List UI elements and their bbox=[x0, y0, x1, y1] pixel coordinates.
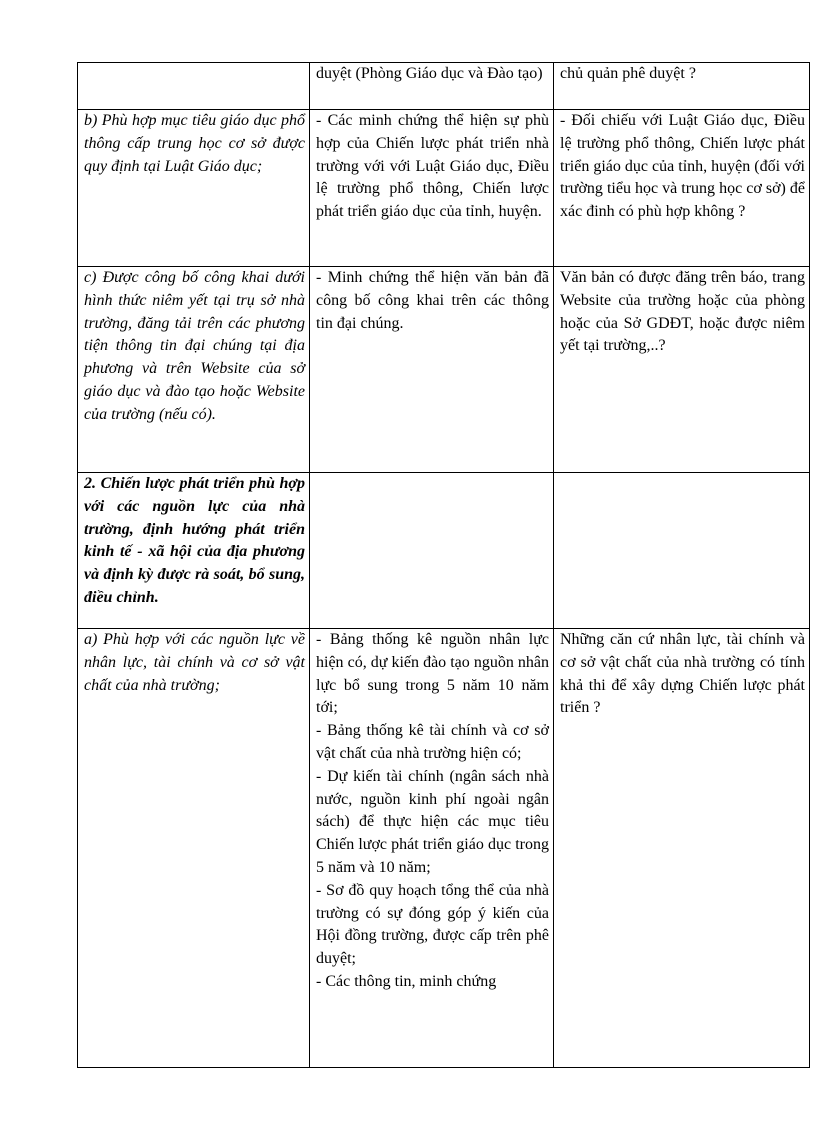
guidance-cell: Văn bản có được đăng trên báo, trang Website của trường hoặc của phòng hoặc của Sở GDĐT, hoặc được niêm yết tại trường,..? bbox=[554, 267, 810, 473]
evidence-item: - Dự kiến tài chính (ngân sách nhà nước, nguồn kinh phí ngoài ngân sách) để thực hiện các mục tiêu Chiến lược phát triển giáo dục trong 5 năm và 10 năm; bbox=[316, 767, 549, 876]
criterion-cell: c) Được công bố công khai dưới hình thức niêm yết tại trụ sở nhà trường, đăng tải trên các phương tiện thông tin đại chúng tại địa phương và trên Website của sở giáo dục và đào tạo hoặc Website của trường (nếu có). bbox=[78, 267, 310, 473]
evidence-item: - Các minh chứng thể hiện sự phù hợp của Chiến lược phát triển nhà trường với với Luật Giáo dục, Điều lệ trường phổ thông, Chiến lược phát triển giáo dục của tỉnh, huyện. bbox=[316, 112, 549, 221]
criterion-cell bbox=[78, 63, 310, 110]
evidence-item: - Bảng thống kê nguồn nhân lực hiện có, dự kiến đào tạo nguồn nhân lực bổ sung trong 5 năm 10 năm tới; bbox=[316, 631, 549, 717]
evidence-item: - Bảng thống kê tài chính và cơ sở vật chất của nhà trường hiện có; bbox=[316, 722, 549, 762]
evidence-cell bbox=[310, 267, 554, 473]
table-row bbox=[78, 473, 810, 629]
evidence-item: duyệt (Phòng Giáo dục và Đào tạo) bbox=[316, 65, 543, 82]
guidance-cell bbox=[554, 473, 810, 629]
evidence-cell bbox=[310, 110, 554, 267]
table-row bbox=[78, 110, 810, 267]
guidance-cell: chủ quản phê duyệt ? bbox=[554, 63, 810, 110]
evidence-item: - Sơ đồ quy hoạch tổng thể của nhà trường có sự đóng góp ý kiến của Hội đồng trường, được cấp trên phê duyệt; bbox=[316, 881, 549, 968]
guidance-cell: Những căn cứ nhân lực, tài chính và cơ sở vật chất của nhà trường có tính khả thi để xây dựng Chiến lược phát triển ? bbox=[554, 629, 810, 1068]
guidance-cell: - Đối chiếu với Luật Giáo dục, Điều lệ trường phổ thông, Chiến lược phát triển giáo dục của tỉnh, huyện (đối với trường tiểu học và trung học cơ sở) để xác đinh có phù hợp không ? bbox=[554, 110, 810, 267]
criterion-cell: a) Phù hợp với các nguồn lực về nhân lực, tài chính và cơ sở vật chất của nhà trường; bbox=[78, 629, 310, 1068]
evidence-item: - Các thông tin, minh chứng bbox=[316, 972, 497, 990]
evidence-cell bbox=[310, 63, 554, 110]
criterion-cell: b) Phù hợp mục tiêu giáo dục phổ thông cấp trung học cơ sở được quy định tại Luật Giáo dục; bbox=[78, 110, 310, 267]
evidence-item: - Minh chứng thể hiện văn bản đã công bố công khai trên các thông tin đại chúng. bbox=[316, 269, 549, 332]
table-row bbox=[78, 267, 810, 473]
table-row bbox=[78, 63, 810, 110]
evidence-cell bbox=[310, 473, 554, 629]
evaluation-table bbox=[77, 62, 810, 1068]
section-heading-cell: 2. Chiến lược phát triển phù hợp với các nguồn lực của nhà trường, định hướng phát triển kinh tế - xã hội của địa phương và định kỳ được rà soát, bổ sung, điều chỉnh. bbox=[78, 473, 310, 629]
evidence-cell bbox=[310, 629, 554, 1068]
table-row bbox=[78, 629, 810, 1068]
